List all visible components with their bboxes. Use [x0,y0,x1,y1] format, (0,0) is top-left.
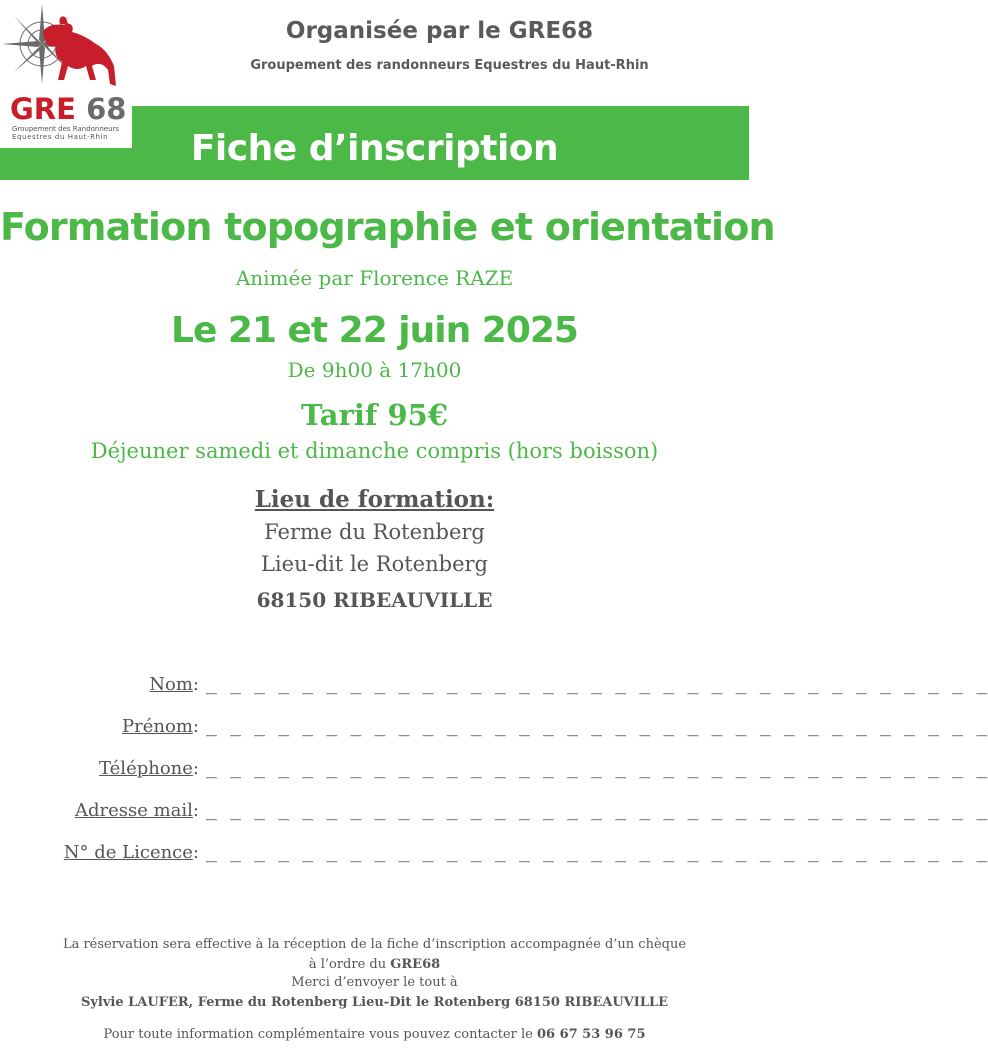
footer-order-bold: GRE68 [390,957,441,972]
footer-contact: Pour toute information complémentaire vous pouvez contacter le 06 67 53 96 75 [103,1027,646,1042]
event-title: Formation topographie et orientation [0,205,775,249]
field-line-prenom[interactable]: _ _ _ _ _ _ _ _ _ _ _ _ _ _ _ _ _ _ _ _ _ _ _ _ _ _ _ _ _ _ _ _ _ [206,716,988,737]
logo [0,0,132,148]
field-line-licence[interactable]: _ _ _ _ _ _ _ _ _ _ _ _ _ _ _ _ _ _ _ _ _ _ _ _ _ _ _ _ _ _ _ _ _ [206,842,988,863]
page-title: Fiche d’inscription [190,128,559,169]
logo-text-gre: GRE [10,92,76,126]
event-meals: Déjeuner samedi et dimanche compris (hors boisson) [90,439,659,463]
field-line-nom[interactable]: _ _ _ _ _ _ _ _ _ _ _ _ _ _ _ _ _ _ _ _ _ _ _ _ _ _ _ _ _ _ _ _ _ [206,674,988,695]
form-field-prenom[interactable]: Prénom: _ _ _ _ _ _ _ _ _ _ _ _ _ _ _ _ _ _ _ _ _ _ _ _ _ _ _ _ _ _ _ _ _ [122,716,988,737]
field-label-email: Adresse mail [74,800,193,821]
horse-compass-logo-icon [0,0,132,100]
event-price: Tarif 95€ [301,398,448,432]
form-field-nom[interactable]: Nom: _ _ _ _ _ _ _ _ _ _ _ _ _ _ _ _ _ _ _ _ _ _ _ _ _ _ _ _ _ _ _ _ _ [149,674,988,695]
association-name: Groupement des randonneurs Equestres du Haut-Rhin [250,58,649,73]
event-host: Animée par Florence RAZE [235,266,514,290]
logo-wordmark [10,92,126,126]
field-label-nom: Nom [149,674,193,695]
logo-subtitle-line2: Equestres du Haut-Rhin [12,133,109,141]
logo-text-number: 68 [86,92,127,126]
venue-heading: Lieu de formation: [254,486,495,513]
field-line-email[interactable]: _ _ _ _ _ _ _ _ _ _ _ _ _ _ _ _ _ _ _ _ _ _ _ _ _ _ _ _ _ _ _ _ _ [206,800,988,821]
venue-line2: Lieu-dit le Rotenberg [260,552,488,576]
footer-order: à l’ordre du GRE68 [308,957,441,972]
field-label-licence: N° de Licence [63,842,193,863]
venue-line3: 68150 RIBEAUVILLE [256,588,493,612]
event-date: Le 21 et 22 juin 2025 [171,310,578,351]
form-field-email[interactable]: Adresse mail: _ _ _ _ _ _ _ _ _ _ _ _ _ _ _ _ _ _ _ _ _ _ _ _ _ _ _ _ _ _ _ _ _ [74,800,988,821]
logo-subtitle-line1: Groupement des Randonneurs [12,125,120,133]
footer-phone: 06 67 53 96 75 [536,1027,646,1042]
field-line-telephone[interactable]: _ _ _ _ _ _ _ _ _ _ _ _ _ _ _ _ _ _ _ _ _ _ _ _ _ _ _ _ _ _ _ _ _ [206,758,988,779]
field-label-prenom: Prénom [122,716,193,737]
form-field-licence[interactable]: N° de Licence: _ _ _ _ _ _ _ _ _ _ _ _ _ _ _ _ _ _ _ _ _ _ _ _ _ _ _ _ _ _ _ _ _ [63,842,988,863]
venue-line1: Ferme du Rotenberg [264,520,485,544]
footer-send: Merci d’envoyer le tout à [291,975,458,990]
form-field-telephone[interactable]: Téléphone: _ _ _ _ _ _ _ _ _ _ _ _ _ _ _ _ _ _ _ _ _ _ _ _ _ _ _ _ _ _ _ _ _ [99,758,988,779]
field-label-telephone: Téléphone [99,758,193,779]
footer-address: Sylvie LAUFER, Ferme du Rotenberg Lieu-Dit le Rotenberg 68150 RIBEAUVILLE [80,995,669,1010]
event-hours: De 9h00 à 17h00 [287,358,462,382]
organiser-heading: Organisée par le GRE68 [285,18,594,44]
footer-reservation: La réservation sera effective à la réception de la fiche d’inscription accompagnée d’un chèque [62,937,687,952]
